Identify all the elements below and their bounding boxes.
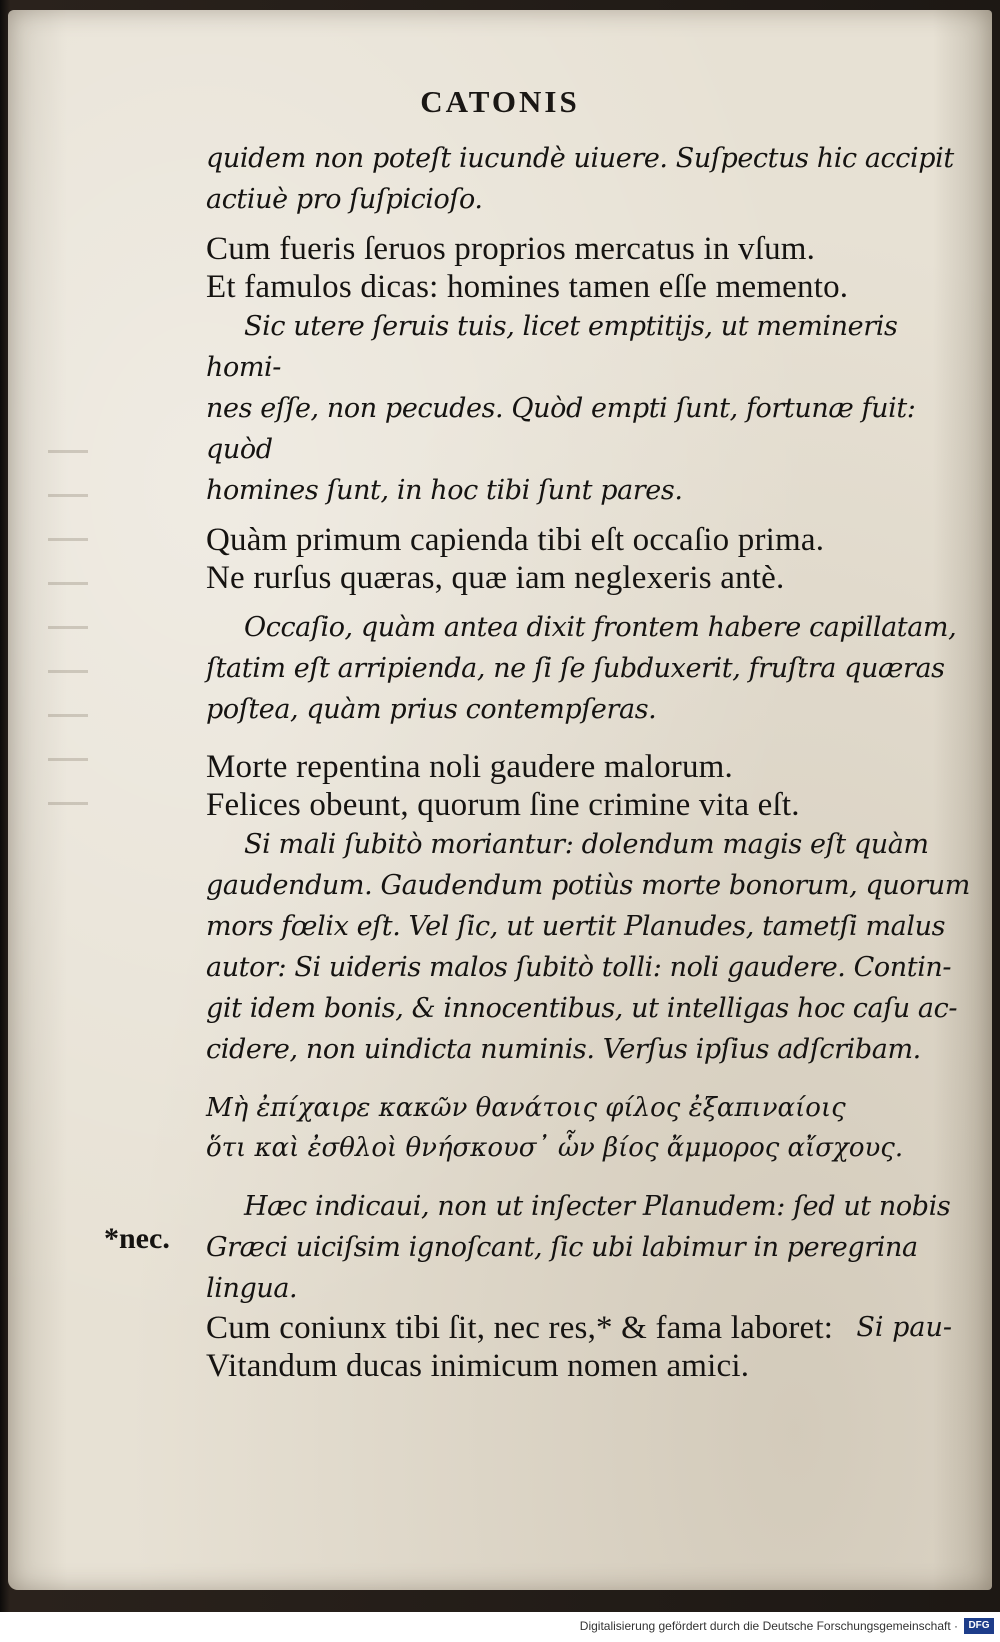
text-line: ſtatim eſt arripienda, ne ſi ſe ſubduxerit, fruſtra quæras	[206, 653, 945, 684]
text-line: autor: Si uideris malos ſubitò tolli: noli gaudere. Contin-	[206, 952, 952, 983]
commentary-paragraph	[206, 607, 976, 730]
commentary-paragraph	[206, 306, 976, 511]
text-line: nes eſſe, non pecudes. Quòd empti ſunt, fortunæ fuit: quòd	[206, 393, 916, 465]
verse-line: Ne rurſus quæras, quæ iam neglexeris antè.	[206, 560, 785, 596]
bleed-through-marks	[48, 450, 88, 830]
text-line: poſtea, quàm prius contempſeras.	[206, 694, 657, 725]
verse-line: Cum fueris ſeruos proprios mercatus in vſum.	[206, 231, 816, 267]
verse-line: Felices obeunt, quorum ſine crimine vita eſt.	[206, 787, 800, 823]
digitization-footer	[0, 1612, 1000, 1642]
running-head: CATONIS	[420, 84, 580, 119]
text-line: homines ſunt, in hoc tibi ſunt pares.	[206, 475, 683, 506]
verse-line: Morte repentina noli gaudere malorum.	[206, 749, 733, 785]
text-line: Occaſio, quàm antea dixit frontem habere capillatam,	[244, 612, 957, 643]
text-line: mors fœlix eſt. Vel ſic, ut uertit Planudes, tametſi malus	[206, 911, 946, 942]
distich-verse	[206, 230, 976, 306]
text-line: git idem bonis, & innocentibus, ut intelligas hoc caſu ac-	[206, 993, 958, 1024]
distich-verse	[206, 521, 976, 597]
verse-line: Vitandum ducas inimicum nomen amici.	[206, 1348, 750, 1384]
text-line: cidere, non uindicta numinis. Verſus ipſius adſcribam.	[206, 1034, 921, 1065]
text-line: Hæc indicaui, non ut inſecter Planudem: ſed ut nobis	[244, 1191, 951, 1222]
margin-note: *nec.	[104, 1222, 170, 1255]
catchword: Si pau-	[856, 1312, 952, 1343]
text-line: Græci uiciſsim ignoſcant, ſic ubi labimur in peregrina	[206, 1232, 918, 1263]
greek-line: ὅτι καὶ ἐσθλοὶ θνήσκουσ᾽ ὧν βίος ἄμμορος αἴσχους.	[206, 1133, 904, 1163]
text-line: actiuè pro ſuſpicioſo.	[206, 184, 483, 215]
distich-verse	[206, 748, 976, 824]
text-line: quidem non poteſt iucundè uiuere. Suſpectus hic accipit	[206, 143, 954, 174]
text-line: Si mali ſubitò moriantur: dolendum magis eſt quàm	[244, 829, 929, 860]
page-text	[206, 138, 976, 1385]
commentary-paragraph	[206, 1186, 976, 1309]
text-line: lingua.	[206, 1273, 298, 1304]
funding-credit: Digitalisierung gefördert durch die Deutsche Forschungsgemeinschaft ·	[579, 1619, 958, 1633]
commentary-paragraph	[206, 138, 976, 220]
verse-line: Cum coniunx tibi ſit, nec res,* & fama laboret:	[206, 1310, 834, 1346]
text-line: Sic utere ſeruis tuis, licet emptitijs, ut memineris homi-	[206, 311, 898, 383]
commentary-paragraph	[206, 824, 976, 1070]
dfg-logo: DFG	[964, 1618, 994, 1634]
verse-line: Et famulos dicas: homines tamen eſſe memento.	[206, 269, 849, 305]
text-line: gaudendum. Gaudendum potiùs morte bonorum, quorum	[206, 870, 970, 901]
greek-verse	[206, 1088, 976, 1168]
verse-line: Quàm primum capienda tibi eſt occaſio prima.	[206, 522, 825, 558]
greek-line: Μὴ ἐπίχαιρε κακῶν θανάτοις φίλος ἐξαπιναίοις	[206, 1093, 846, 1123]
